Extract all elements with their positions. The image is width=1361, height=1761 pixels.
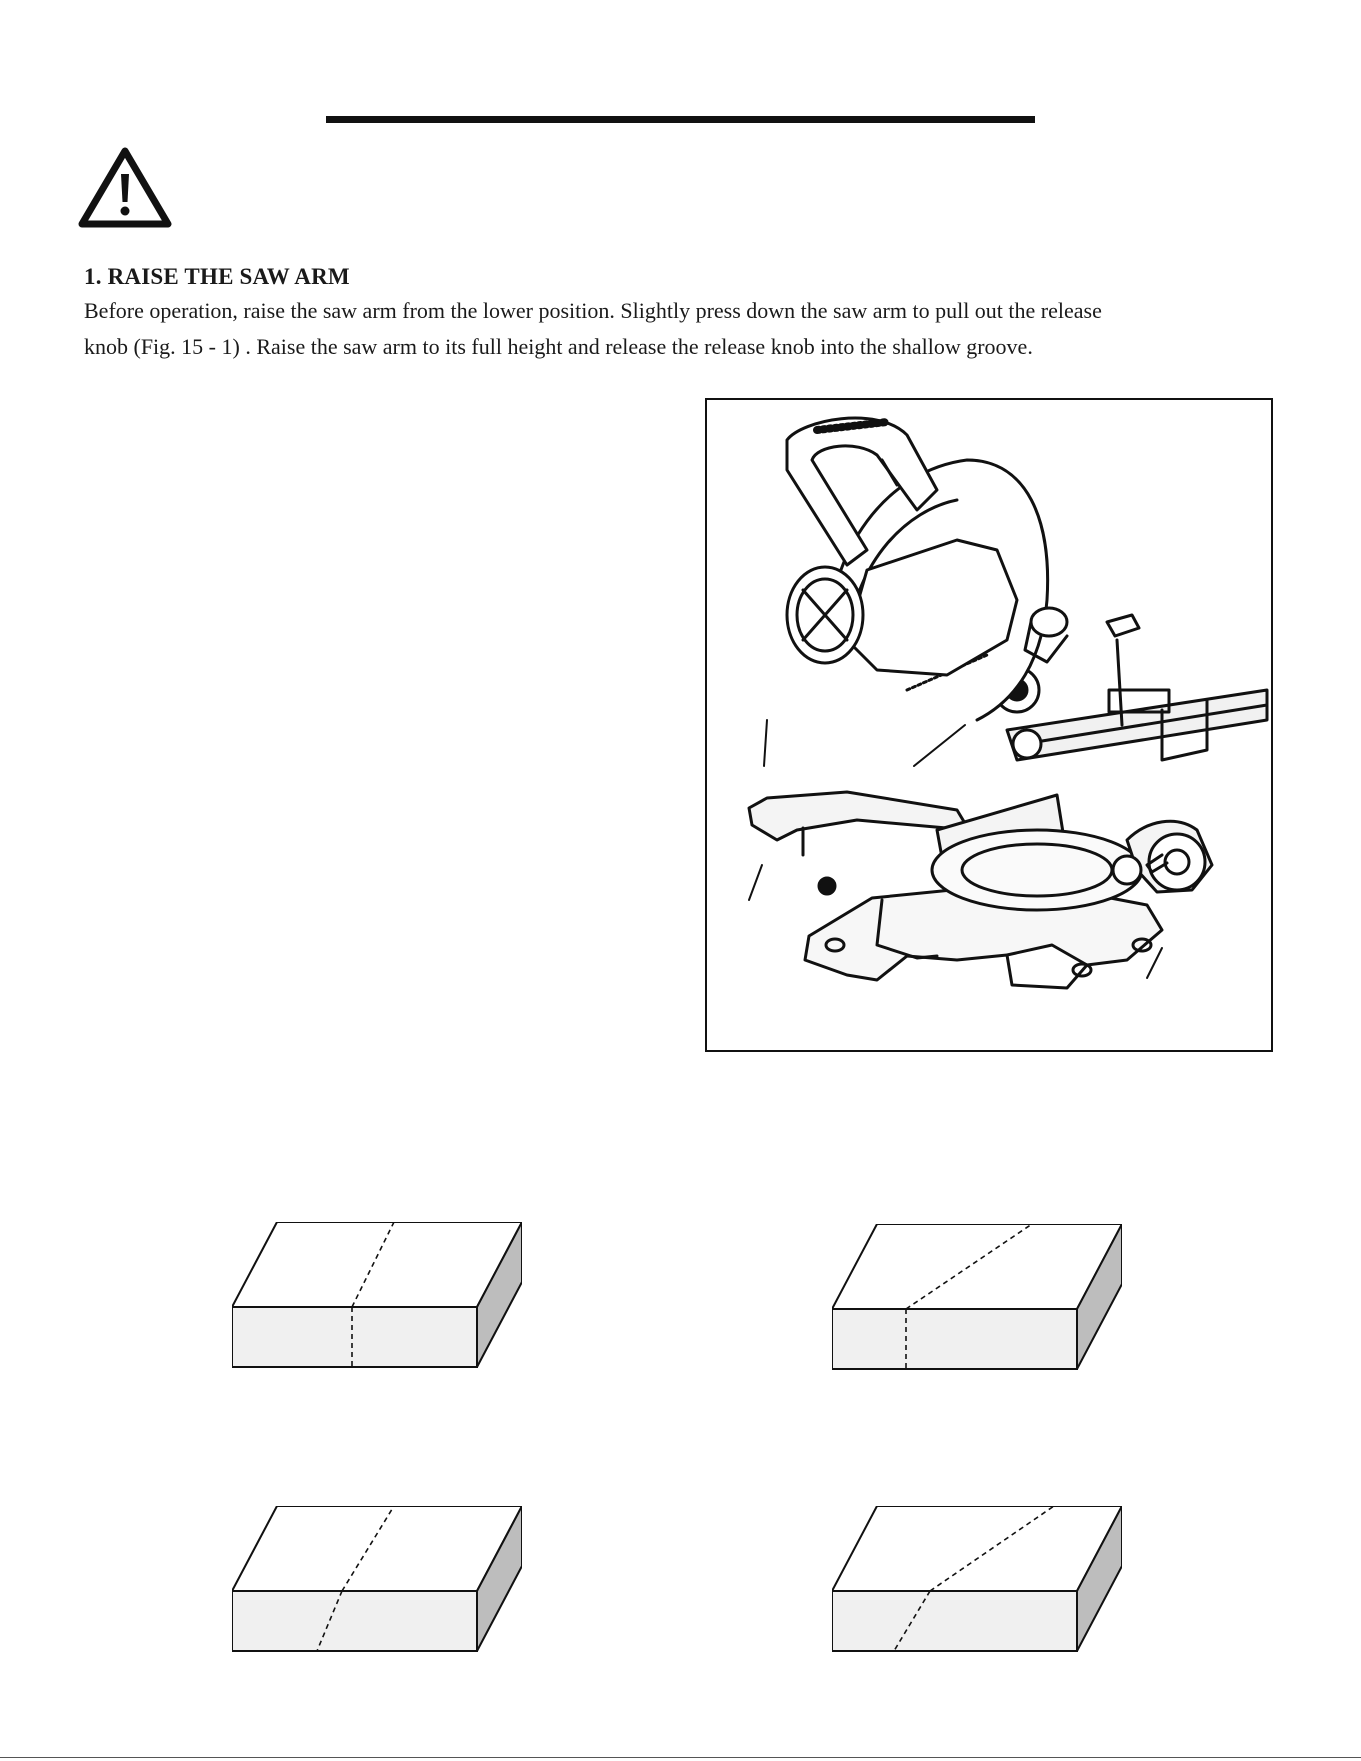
bevel-cut-block [232,1506,522,1654]
warning-triangle-icon [78,146,172,228]
miter-saw-drawing [707,400,1273,1052]
title-rule [326,116,1035,123]
section-heading: 1. RAISE THE SAW ARM [84,264,350,289]
paragraph-line: knob (Fig. 15 - 1) . Raise the saw arm to its full height and release the release knob into the shallow groove. [84,334,1033,359]
saw-figure-frame [705,398,1273,1052]
instruction-paragraph [84,293,1284,365]
paragraph-line: Before operation, raise the saw arm from the lower position. Slightly press down the saw arm to pull out the release [84,298,1102,323]
cross-cut-block [232,1222,522,1370]
miter-cut-block [832,1224,1122,1372]
footer-rule [0,1757,1361,1758]
compound-cut-block [832,1506,1122,1654]
